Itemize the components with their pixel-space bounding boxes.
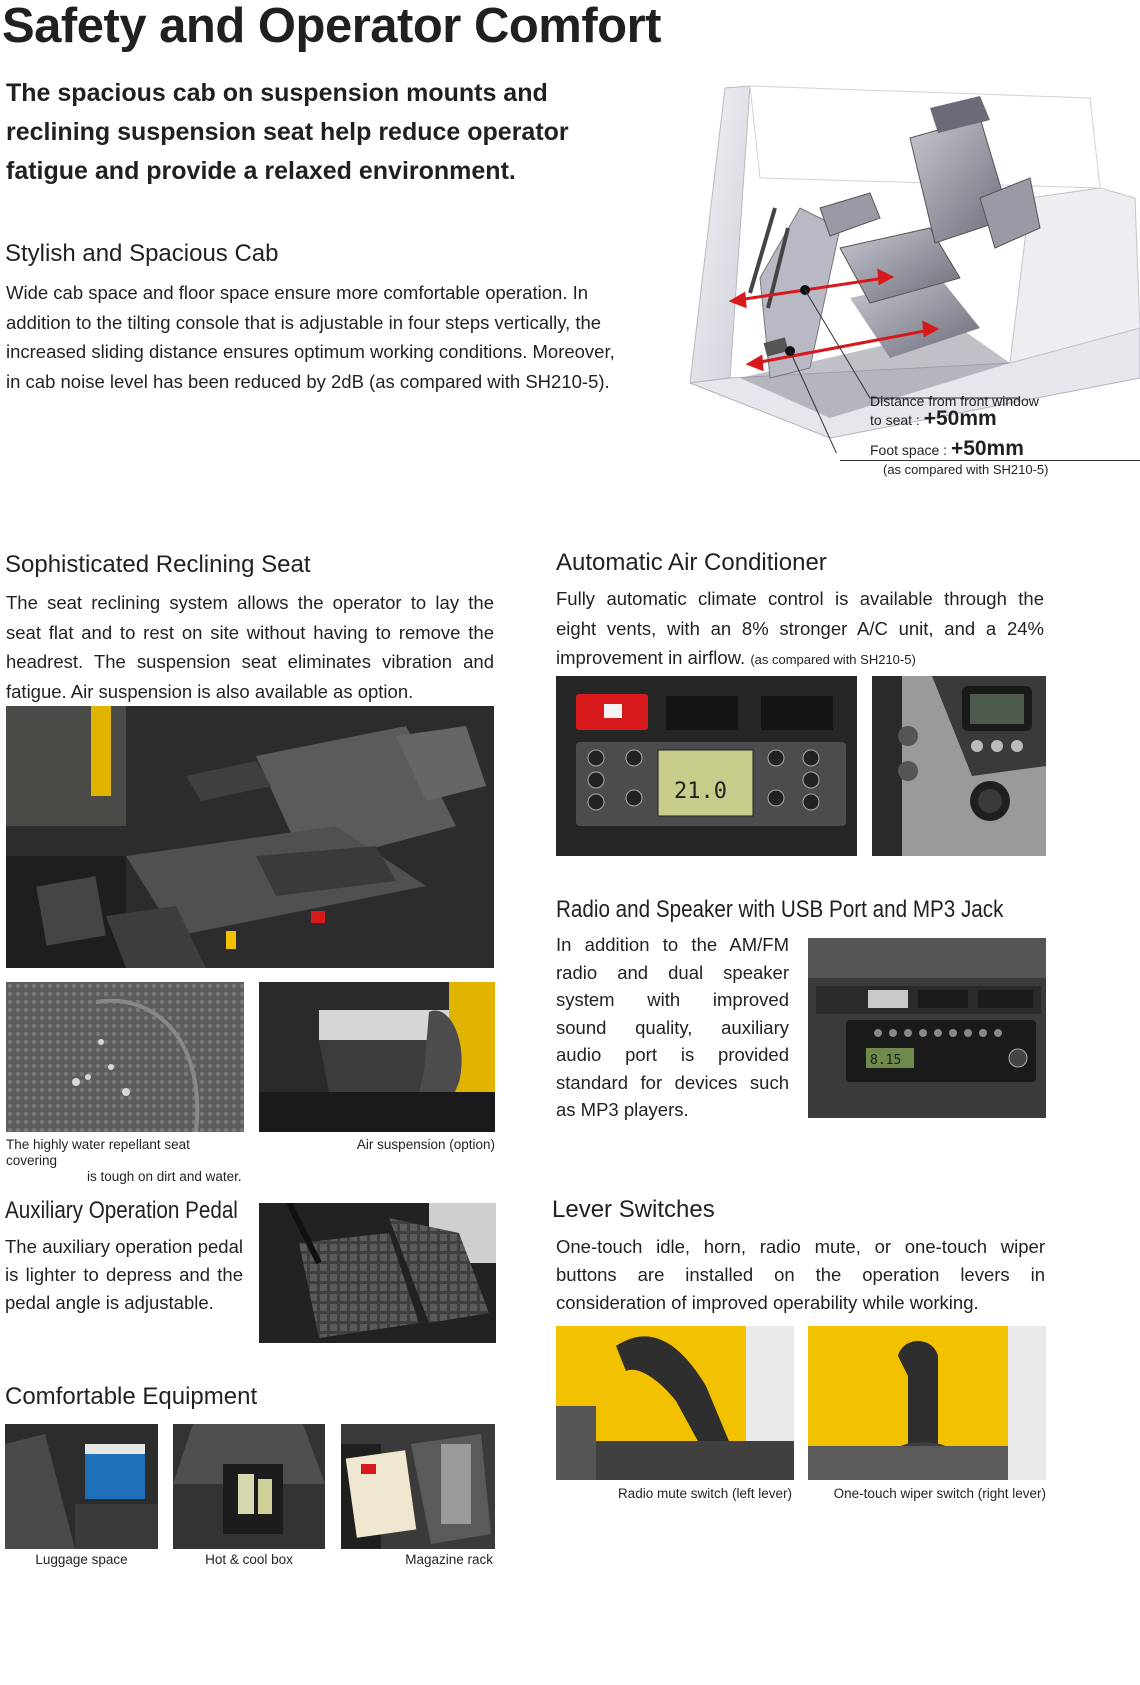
- hot-cool-box-photo: [173, 1424, 325, 1549]
- caption-magazine-rack: Magazine rack: [405, 1552, 493, 1567]
- callout-window-value: +50mm: [923, 407, 997, 430]
- seat-covering-photo: [6, 982, 244, 1132]
- caption-left-lever: Radio mute switch (left lever): [617, 1486, 792, 1501]
- callout-foot-space: [870, 438, 1140, 461]
- equipment-heading: Comfortable Equipment: [5, 1383, 258, 1410]
- aircon-panel-photo: [556, 676, 857, 856]
- radio-lcd-value: 8.15: [870, 1053, 902, 1068]
- caption-luggage-space: Luggage space: [35, 1552, 128, 1567]
- lead-paragraph: The spacious cab on suspension mounts and reclining suspension seat help reduce operator fatigue and provide a relaxed environment.: [6, 79, 569, 185]
- pedal-body: The auxiliary operation pedal is lighter to depress and the pedal angle is adjustable.: [5, 1236, 243, 1313]
- callout-front-window: [870, 392, 1140, 429]
- aircon-body: [556, 584, 1044, 675]
- seat-body: The seat reclining system allows the operator to lay the seat flat and to rest on site without having to remove the headrest. The suspension seat eliminates vibration and fatigue. Air suspension is also available as option.: [6, 592, 494, 702]
- right-lever-photo: [808, 1326, 1046, 1480]
- seat-heading: Sophisticated Reclining Seat: [5, 551, 311, 578]
- callout-foot-label: Foot space :: [870, 442, 948, 458]
- magazine-rack-photo: [341, 1424, 495, 1549]
- lever-heading: Lever Switches: [552, 1196, 715, 1223]
- callout-window-label: Distance from front window: [870, 393, 1039, 409]
- aircon-body-text: Fully automatic climate control is available through the eight vents, with an 8% stronger A/C unit, and a 24% improvement in airflow.: [556, 588, 1044, 668]
- callout-note: (as compared with SH210-5): [883, 462, 1049, 477]
- reclining-seat-photo: [6, 706, 494, 968]
- caption-seat-covering: [6, 1137, 244, 1185]
- caption-air-suspension: Air suspension (option): [356, 1137, 495, 1152]
- air-suspension-photo: [259, 982, 495, 1132]
- page-title: Safety and Operator Comfort: [2, 0, 661, 53]
- radio-body: In addition to the AM/FM radio and dual speaker system with improved sound quality, auxiliary audio port is provided standard for devices such as MP3 players.: [556, 934, 789, 1120]
- aircon-heading: Automatic Air Conditioner: [556, 549, 827, 576]
- radio-unit-photo: [808, 938, 1046, 1118]
- caption-hot-cool-box: Hot & cool box: [205, 1552, 293, 1567]
- auxiliary-pedal-photo: [259, 1203, 496, 1343]
- aircon-note: (as compared with SH210-5): [750, 652, 916, 667]
- cab-body: Wide cab space and floor space ensure more comfortable operation. In addition to the tilting console that is adjustable in four steps vertically, the increased sliding distance ensures optimum working conditions. Moreover, in cab noise level has been reduced by 2dB (as compared with SH210-5).: [6, 282, 615, 392]
- left-lever-photo: [556, 1326, 794, 1480]
- aircon-vent-photo: [872, 676, 1046, 856]
- callout-foot-value: +50mm: [950, 437, 1024, 460]
- caption-seat-covering-line1: The highly water repellant seat covering: [6, 1137, 190, 1168]
- radio-heading: Radio and Speaker with USB Port and MP3 Jack: [556, 896, 1004, 923]
- caption-seat-covering-line2: is tough on dirt and water.: [87, 1169, 242, 1184]
- callout-window-label2: to seat :: [870, 412, 920, 428]
- caption-right-lever: One-touch wiper switch (right lever): [833, 1486, 1046, 1501]
- cab-heading: Stylish and Spacious Cab: [5, 240, 279, 267]
- lever-body: One-touch idle, horn, radio mute, or one-touch wiper buttons are installed on the operation levers in consideration of improved operability while working.: [556, 1236, 1045, 1313]
- pedal-heading: Auxiliary Operation Pedal: [5, 1197, 238, 1224]
- luggage-space-photo: [5, 1424, 158, 1549]
- aircon-lcd-value: 21.0: [674, 779, 727, 804]
